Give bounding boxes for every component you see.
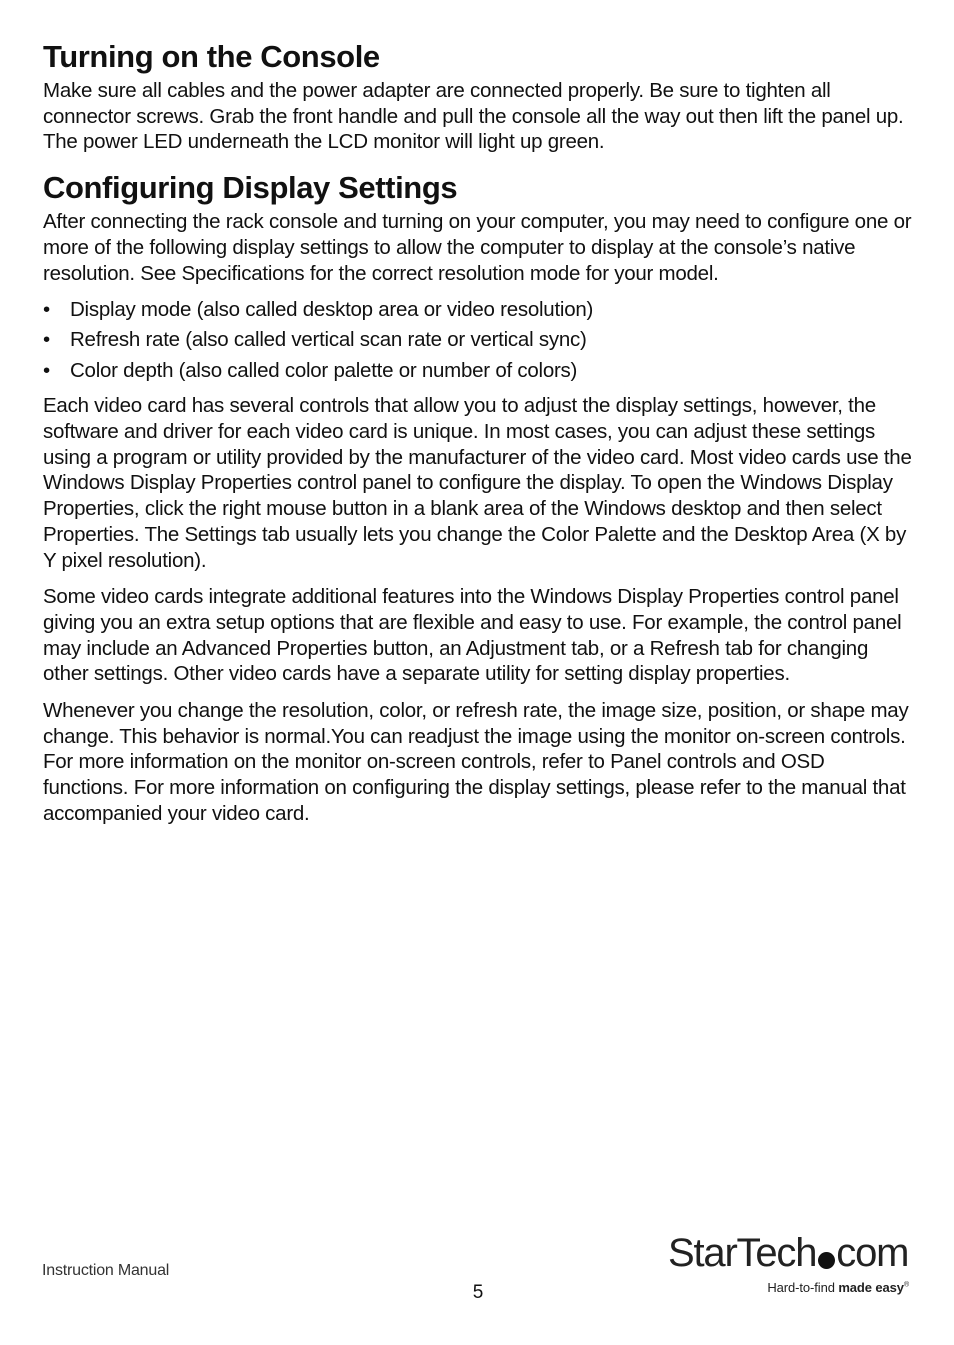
display-settings-intro: After connecting the rack console and turning on your computer, you may need to configure one or more of the following display settings to allow the computer to display at the console’s native resolution. See Specifications for the correct resolution mode for your model.	[43, 210, 912, 285]
list-item	[43, 327, 913, 353]
section-heading-turning-on: Turning on the Console	[43, 39, 380, 74]
logo-wordmark	[668, 1228, 908, 1278]
registered-mark-icon: ®	[903, 1281, 909, 1289]
logo-word-left: StarTech	[668, 1231, 817, 1275]
page-content	[43, 38, 913, 838]
resolution-change-paragraph: Whenever you change the resolution, color, or refresh rate, the image size, position, or shape may change. This behavior is normal.You can readjust the image using the monitor on-screen controls. For more information on the monitor on-screen controls, refer to Panel controls and OSD functions. For more information on configuring the display settings, please refer to the manual that accompanied your video card.	[43, 699, 909, 825]
bullet-icon: •	[43, 328, 50, 352]
section-heading-display-settings: Configuring Display Settings	[43, 170, 458, 206]
display-settings-list	[43, 297, 913, 383]
logo-dot-icon	[818, 1252, 835, 1269]
list-item-text: Refresh rate (also called vertical scan rate or vertical sync)	[70, 328, 587, 352]
startech-logo	[668, 1228, 913, 1303]
video-card-controls-paragraph: Each video card has several controls that allow you to adjust the display settings, however, the software and driver for each video card is unique. In most cases, you can adjust these settings using a program or utility provided by the manufacturer of the video card. Most video cards use the Windows Display Properties control panel to configure the display. To open the Windows Display Properties, click the right mouse button in a blank area of the Windows desktop and then select Properties. The Settings tab usually lets you change the Color Palette and the Desktop Area (X by Y pixel resolution).	[43, 394, 912, 572]
logo-tagline	[767, 1280, 909, 1295]
tagline-bold: made easy	[838, 1280, 904, 1295]
footer-label: Instruction Manual	[42, 1262, 170, 1279]
page-number: 5	[472, 1282, 484, 1303]
bullet-icon: •	[43, 358, 50, 382]
list-item	[43, 358, 913, 384]
turning-on-paragraph: Make sure all cables and the power adapter are connected properly. Be sure to tighten all connector screws. Grab the front handle and pull the console all the way out then lift the panel up. The power LED underneath the LCD monitor will light up green.	[43, 79, 904, 154]
additional-features-paragraph: Some video cards integrate additional features into the Windows Display Properties control panel giving you an extra setup options that are flexible and easy to use. For example, the control panel may include an Advanced Properties button, an Adjustment tab, or a Refresh tab for changing other settings. Other video cards have a separate utility for setting display properties.	[43, 585, 902, 686]
tagline-regular: Hard-to-find	[767, 1280, 839, 1295]
list-item-text: Display mode (also called desktop area or video resolution)	[70, 298, 594, 322]
logo-word-right: com	[836, 1231, 909, 1275]
list-item-text: Color depth (also called color palette or number of colors)	[70, 358, 578, 382]
bullet-icon: •	[43, 298, 50, 322]
list-item	[43, 297, 913, 323]
